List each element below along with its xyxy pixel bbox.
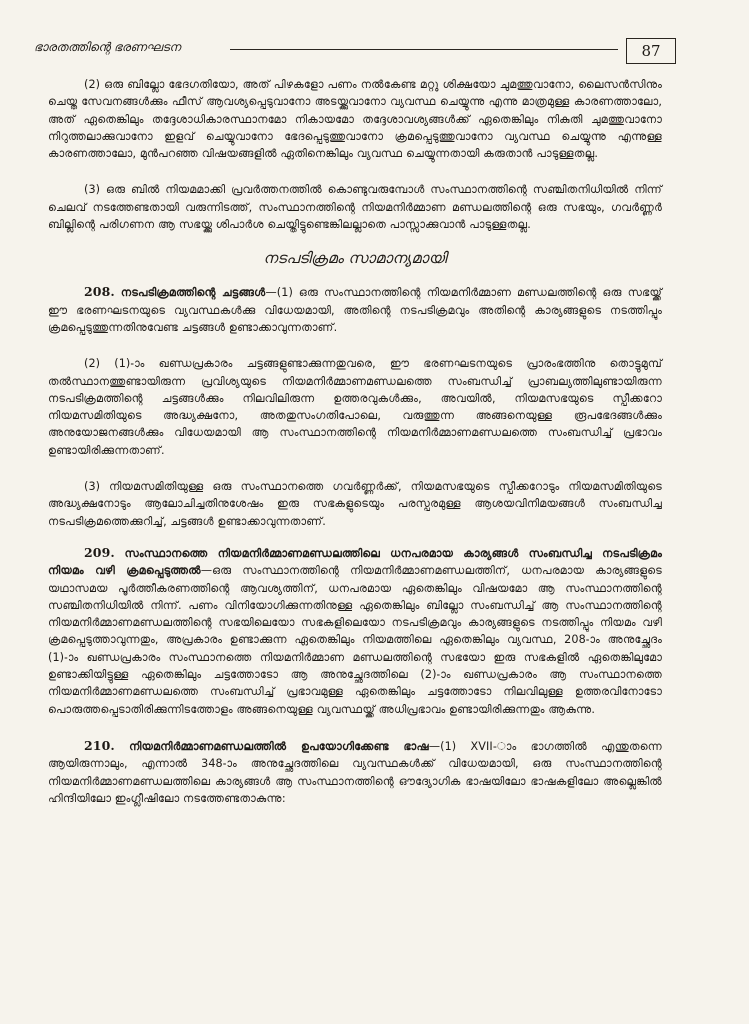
article-208-title: നടപടിക്രമത്തിന്റെ ചട്ടങ്ങൾ	[120, 286, 266, 300]
article-208-number: 208.	[84, 284, 115, 300]
body-text	[48, 76, 662, 807]
article-209-title: സംസ്ഥാനത്തെ നിയമനിർമ്മാണമണ്ഡലത്തിലെ ധനപരമായ കാര്യങ്ങൾ സംബന്ധിച്ച നടപടിക്രമം നിയമം വഴി ക്രമപ്പെടുത്തൽ	[48, 546, 662, 578]
header-rule	[230, 49, 618, 50]
clause-3-paragraph: (3) ഒരു ബിൽ നിയമമാക്കി പ്രവർത്തനത്തിൽ കൊണ്ടുവരുമ്പോൾ സംസ്ഥാനത്തിന്റെ സഞ്ചിതനിധിയിൽ നിന്ന് ചെലവ് നടത്തേണ്ടതായി വരുന്നിടത്ത്, സംസ്ഥാനത്തിന്റെ നിയമനിർമ്മാണ മണ്ഡലത്തിന്റെ ഒരു സഭയും, ഗവർണ്ണർ ബില്ലിന്റെ പരിഗണന ആ സഭയ്ക്കു ശിപാർശ ചെയ്തിട്ടുണ്ടെങ്കിലല്ലാതെ പാസ്സാക്കുവാൻ പാടുള്ളതല്ല.	[48, 183, 662, 232]
article-208-paragraph	[48, 283, 662, 336]
article-208-clause-2: (2) (1)-ാം ഖണ്ഡപ്രകാരം ചട്ടങ്ങളുണ്ടാക്കുന്നതുവരെ, ഈ ഭരണഘടനയുടെ പ്രാരംഭത്തിനു തൊട്ടുമുമ്പ് തൽസ്ഥാനത്തുണ്ടായിരുന്ന പ്രവിശ്യയുടെ നിയമനിർമ്മാണമണ്ഡലത്തെ സംബന്ധിച്ച് പ്രാബല്യത്തിലുണ്ടായിരുന്ന നടപടിക്രമത്തിന്റെ ചട്ടങ്ങൾക്കും നിലവിലിരുന്ന ഉത്തരവുകൾക്കും, അവയിൽ, നിയമസഭയുടെ സ്പീക്കറോ നിയമസമിതിയുടെ അദ്ധ്യക്ഷനോ, അതതുസംഗതിപോലെ, വരുത്തുന്ന അങ്ങനെയുള്ള രൂപഭേദങ്ങൾക്കും അനുയോജനങ്ങൾക്കും വിധേയമായി ആ സംസ്ഥാനത്തിന്റെ നിയമനിർമ്മാണമണ്ഡലത്തെ സംബന്ധിച്ച് പ്രഭാവം ഉണ്ടായിരിക്കുന്നതാണ്.	[48, 357, 662, 457]
article-210-paragraph	[48, 737, 662, 807]
article-209-paragraph	[48, 544, 662, 718]
clause-2-paragraph: (2) ഒരു ബില്ലോ ഭേദഗതിയോ, അത് പിഴകളോ പണം നൽകേണ്ട മറ്റു ശിക്ഷയോ ചുമത്തുവാനോ, ലൈസൻസിനും ചെയ്ത സേവനങ്ങൾക്കും ഫീസ് ആവശ്യപ്പെടുവാനോ അടയ്ക്കുവാനോ വ്യവസ്ഥ ചെയ്യുന്നു എന്നു മാത്രമുള്ള കാരണത്താലോ, അത് ഏതെങ്കിലും തദ്ദേശാധികാരസ്ഥാനമോ നികായമോ തദ്ദേശാവശ്യങ്ങൾക്ക് ഏതെങ്കിലും നികുതി ചുമത്തുവാനോ നിറുത്തലാക്കുവാനോ ഇളവ് ചെയ്യുവാനോ ഭേദപ്പെടുത്തുവാനോ ക്രമപ്പെടുത്തുവാനോ വ്യവസ്ഥ ചെയ്യുന്നു എന്നുള്ള കാരണത്താലോ, മുൻപറഞ്ഞ വിഷയങ്ങളിൽ ഏതിനെങ്കിലും വ്യവസ്ഥ ചെയ്യുന്നതായി കരുതാൻ പാടുള്ളതല്ല.	[48, 78, 662, 161]
page-header	[34, 38, 684, 68]
article-209-number: 209.	[84, 544, 115, 560]
section-heading: നടപടിക്രമം സാമാന്യമായി	[263, 249, 447, 268]
page-number: 87	[626, 38, 676, 64]
article-209-text: —ഒരു സംസ്ഥാനത്തിന്റെ നിയമനിർമ്മാണമണ്ഡലത്തിന്, ധനപരമായ കാര്യങ്ങളുടെ യഥാസമയ പൂർത്തീകരണത്തിന്റെ ആവശ്യത്തിന്, ധനപരമായ ഏതെങ്കിലും വിഷയമോ ആ സംസ്ഥാനത്തിന്റെ സഞ്ചിതനിധിയിൽ നിന്ന്. പണം വിനിയോഗിക്കുന്നതിനുള്ള ഏതെങ്കിലും ബില്ലോ സംബന്ധിച്ച് ആ സംസ്ഥാനത്തിന്റെ നിയമനിർമ്മാണമണ്ഡലത്തിന്റെ സഭയിലെയോ സഭകളിലെയോ നടപടിക്രമവും കാര്യങ്ങളുടെ നടത്തിപ്പും നിയമം വഴി ക്രമപ്പെടുത്താവുന്നതും, അപ്രകാരം ഉണ്ടാക്കുന്ന ഏതെങ്കിലും നിയമത്തിലെ ഏതെങ്കിലും വ്യവസ്ഥ, 208-ാം അനുച്ഛേദം (1)-ാം ഖണ്ഡപ്രകാരം സംസ്ഥാനത്തെ നിയമനിർമ്മാണ മണ്ഡലത്തിന്റെ സഭയോ ഇരു സഭകളിൽ ഏതെങ്കിലുമോ ഉണ്ടാക്കിയിട്ടുള്ള ഏതെങ്കിലും ചട്ടത്തോടോ ആ അനുച്ഛേദത്തിലെ (2)-ാം ഖണ്ഡപ്രകാരം ആ സംസ്ഥാനത്തെ നിയമനിർമ്മാണമണ്ഡലത്തെ സംബന്ധിച്ച് പ്രഭാവമുള്ള ഏതെങ്കിലും ചട്ടത്തോടോ നിലവിലുള്ള ഉത്തരവിനോടോ പൊരുത്തപ്പെടാതിരിക്കുന്നിടത്തോളം അങ്ങനെയുള്ള വ്യവസ്ഥയ്ക്ക് അധിപ്രഭാവം ഉണ്ടായിരിക്കുന്നതും ആകുന്നു.	[48, 564, 662, 716]
article-208-clause-3: (3) നിയമസമിതിയുള്ള ഒരു സംസ്ഥാനത്തെ ഗവർണ്ണർക്ക്, നിയമസഭയുടെ സ്പീക്കറോടും നിയമസമിതിയുടെ അദ്ധ്യക്ഷനോടും ആലോചിച്ചതിനുശേഷം ഇരു സഭകളുടെയും പരസ്പരമുള്ള ആശയവിനിമയങ്ങൾ സംബന്ധിച്ച നടപടിക്രമത്തെക്കുറിച്ച്, ചട്ടങ്ങൾ ഉണ്ടാക്കാവുന്നതാണ്.	[48, 480, 662, 528]
article-208-text: —(1) ഒരു സംസ്ഥാനത്തിന്റെ നിയമനിർമ്മാണ മണ്ഡലത്തിന്റെ ഒരു സഭയ്ക്ക് ഈ ഭരണഘടനയുടെ വ്യവസ്ഥകൾക്കു വിധേയമായി, അതിന്റെ നടപടിക്രമവും അതിന്റെ കാര്യങ്ങളുടെ നടത്തിപ്പും ക്രമപ്പെടുത്തുന്നതിനുവേണ്ട ചട്ടങ്ങൾ ഉണ്ടാക്കാവുന്നതാണ്.	[48, 286, 663, 334]
article-210-number: 210.	[84, 737, 115, 753]
article-210-title: നിയമനിർമ്മാണമണ്ഡലത്തിൽ ഉപയോഗിക്കേണ്ട ഭാഷ	[129, 739, 429, 753]
article-210-text: —(1) XVII-ാം ഭാഗത്തിൽ എന്തുതന്നെ ആയിരുന്നാലും, എന്നാൽ 348-ാം അനുച്ഛേദത്തിലെ വ്യവസ്ഥകൾക്ക് വിധേയമായി, ഒരു സംസ്ഥാനത്തിന്റെ നിയമനിർമ്മാണമണ്ഡലത്തിലെ കാര്യങ്ങൾ ആ സംസ്ഥാനത്തിന്റെ ഔദ്യോഗിക ഭാഷയിലോ ഭാഷകളിലോ അല്ലെങ്കിൽ ഹിന്ദിയിലോ ഇംഗ്ലീഷിലോ നടത്തേണ്ടതാകുന്നു:	[48, 739, 662, 805]
running-title: ഭാരതത്തിന്റെ ഭരണഘടന	[34, 40, 181, 54]
